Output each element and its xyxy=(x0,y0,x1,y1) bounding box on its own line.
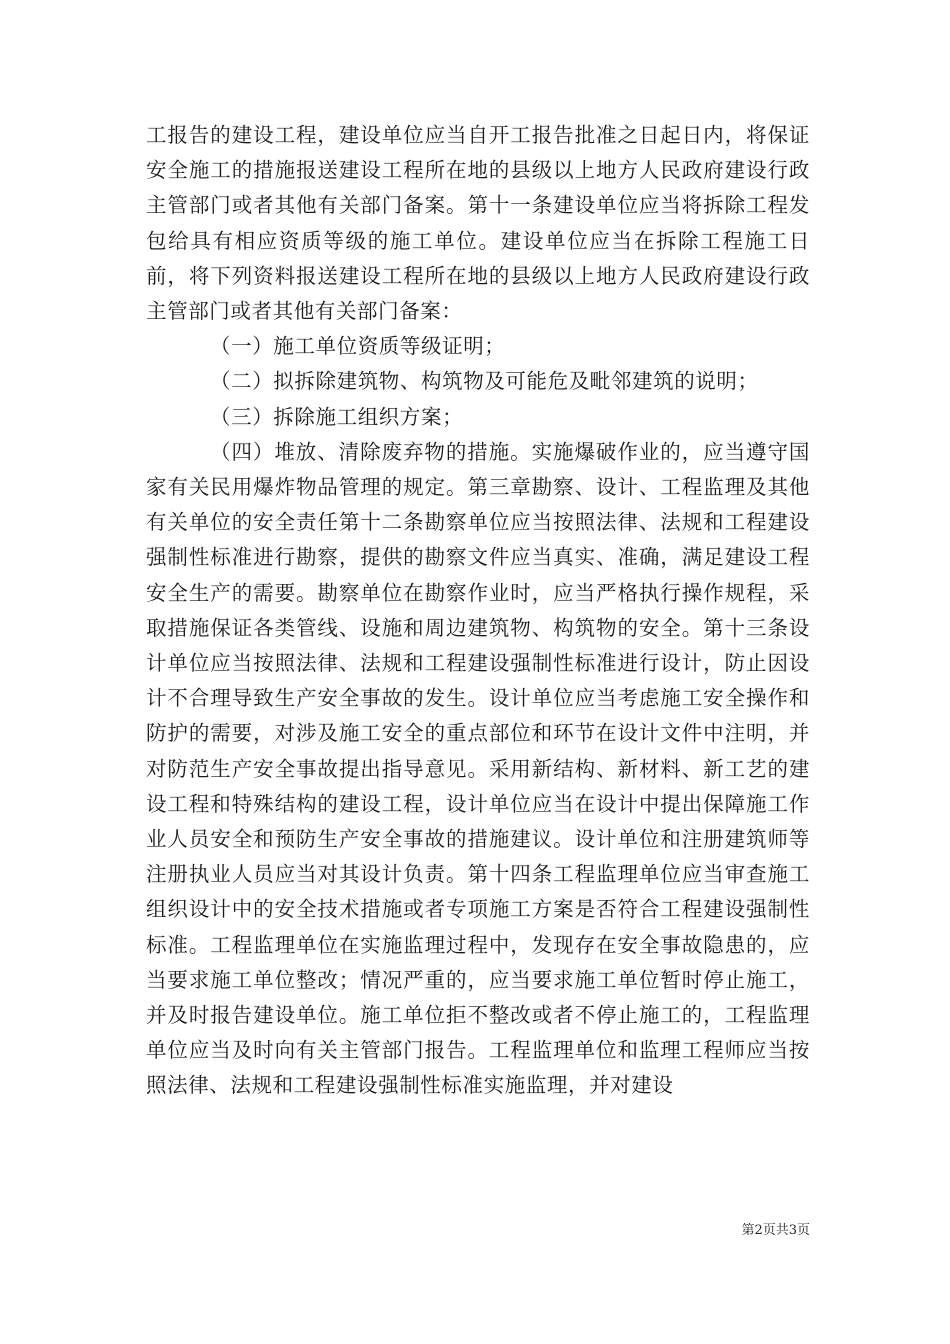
paragraph-continuation: 工报告的建设工程，建设单位应当自开工报告批准之日起日内，将保证安全施工的措施报送建设工程所在地的县级以上地方人民政府建设行政主管部门或者其他有关部门备案。第十一条建设单位应当将拆除工程发包给具有相应资质等级的施工单位。建设单位应当在拆除工程施工日前，将下列资料报送建设工程所在地的县级以上地方人民政府建设行政主管部门或者其他有关部门备案： xyxy=(146,123,810,324)
list-item-1: （一）施工单位资质等级证明； xyxy=(210,334,506,359)
list-item-3: （三）拆除施工组织方案； xyxy=(210,404,464,429)
list-item-4-paragraph: （四）堆放、清除废弃物的措施。实施爆破作业的，应当遵守国家有关民用爆炸物品管理的规定。第三章勘察、设计、工程监理及其他有关单位的安全责任第十二条勘察单位应当按照法律、法规和工程建设强制性标准进行勘察，提供的勘察文件应当真实、准确，满足建设工程安全生产的需要。勘察单位在勘察作业时，应当严格执行操作规程，采取措施保证各类管线、设施和周边建筑物、构筑物的安全。第十三条设计单位应当按照法律、法规和工程建设强制性标准进行设计，防止因设计不合理导致生产安全事故的发生。设计单位应当考虑施工安全操作和防护的需要，对涉及施工安全的重点部位和环节在设计文件中注明，并对防范生产安全事故提出指导意见。采用新结构、新材料、新工艺的建设工程和特殊结构的建设工程，设计单位应当在设计中提出保障施工作业人员安全和预防生产安全事故的措施建议。设计单位和注册建筑师等注册执业人员应当对其设计负责。第十四条工程监理单位应当审查施工组织设计中的安全技术措施或者专项施工方案是否符合工程建设强制性标准。工程监理单位在实施监理过程中，发现存在安全事故隐患的，应当要求施工单位整改；情况严重的，应当要求施工单位暂时停止施工，并及时报告建设单位。施工单位拒不整改或者不停止施工的，工程监理单位应当及时向有关主管部门报告。工程监理单位和监理工程师应当按照法律、法规和工程建设强制性标准实施监理，并对建设 xyxy=(146,439,810,1098)
page-number-footer: 第2页共3页 xyxy=(741,1223,810,1238)
document-body xyxy=(146,118,810,1104)
list-item-2: （二）拟拆除建筑物、构筑物及可能危及毗邻建筑的说明； xyxy=(210,369,759,394)
